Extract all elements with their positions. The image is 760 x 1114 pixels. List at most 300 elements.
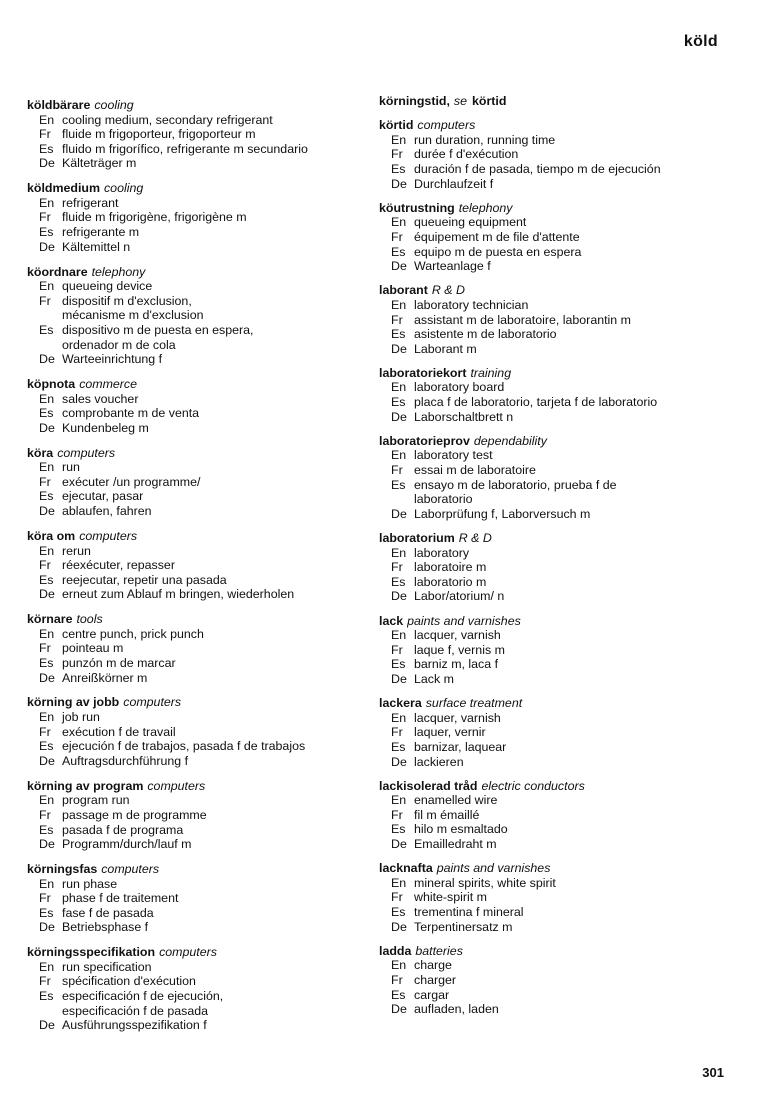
translation-text: rerun <box>62 543 91 558</box>
language-code: En <box>391 628 407 643</box>
language-code: De <box>39 420 55 435</box>
translation-text: duración f de pasada, tiempo m de ejecución <box>414 161 661 176</box>
translation-text: centre punch, prick punch <box>62 626 204 641</box>
language-code: Fr <box>39 210 51 225</box>
translation-text: lackieren <box>414 754 464 769</box>
translation-row <box>27 392 363 407</box>
translation-text: Warteanlage f <box>414 259 491 274</box>
headword: laboratoriekort <box>379 365 467 380</box>
entry-head <box>379 944 729 959</box>
language-code: En <box>39 460 55 475</box>
translation-text: charger <box>414 973 457 987</box>
translation-text: Labor/atorium/ n <box>414 589 505 604</box>
language-code: Es <box>39 905 54 920</box>
translation-row <box>379 628 729 643</box>
translation-text: laquer, vernir <box>414 725 486 740</box>
translation-row <box>27 837 363 852</box>
translation-text: équipement m de file d'attente <box>414 229 580 244</box>
language-code: De <box>391 671 407 686</box>
entry-head <box>379 614 729 629</box>
translation-text: Emailledraht m <box>414 837 497 852</box>
language-code: Fr <box>39 293 51 308</box>
translation-row <box>27 754 363 769</box>
translation-row <box>27 294 363 323</box>
translation-row <box>379 822 729 837</box>
translation-text: mineral spirits, white spirit <box>414 875 556 890</box>
translation-row <box>27 823 363 838</box>
translation-text: laboratory technician <box>414 297 529 312</box>
dictionary-entry <box>379 94 729 109</box>
language-code: De <box>391 259 407 274</box>
entry-head <box>27 265 363 280</box>
translation-row <box>379 463 729 478</box>
entry-head <box>379 94 729 109</box>
translation-row <box>379 589 729 604</box>
language-code: Fr <box>391 973 403 987</box>
language-code: Es <box>39 655 54 670</box>
headword: laboratorieprov <box>379 433 470 448</box>
translation-text: Terpentinersatz m <box>414 919 513 934</box>
translation-text: laboratory board <box>414 380 505 395</box>
translation-text: cooling medium, secondary refrigerant <box>62 112 273 127</box>
translation-row <box>379 546 729 561</box>
dictionary-entry <box>379 283 729 356</box>
entry-head <box>379 779 729 794</box>
translation-row <box>27 671 363 686</box>
headword: körtid <box>379 118 414 133</box>
language-code: En <box>391 793 407 808</box>
language-code: Es <box>391 739 406 754</box>
translation-text: barnizar, laquear <box>414 739 507 754</box>
translation-text: comprobante m de venta <box>62 406 200 421</box>
subject-field: surface treatment <box>425 696 523 711</box>
entry-head <box>27 862 363 877</box>
translation-row <box>379 133 729 148</box>
language-code: Es <box>391 574 406 589</box>
language-code: Es <box>391 905 406 920</box>
language-code: De <box>39 1018 55 1033</box>
translation-row <box>27 793 363 808</box>
translation-text: exécution f de travail <box>62 724 176 739</box>
translation-row <box>379 147 729 162</box>
translation-text: Durchlaufzeit f <box>414 176 494 191</box>
translation-row <box>379 672 729 687</box>
dictionary-entry <box>27 265 363 367</box>
subject-field: training <box>470 365 512 380</box>
translation-text: essai m de laboratoire <box>414 463 536 478</box>
translation-row <box>379 507 729 522</box>
dictionary-entry <box>27 98 363 171</box>
translation-text: passage m de programme <box>62 807 207 822</box>
language-code: De <box>39 753 55 768</box>
language-code: Fr <box>391 463 403 478</box>
subject-field: paints and varnishes <box>436 861 551 876</box>
translation-text: laboratory test <box>414 448 493 463</box>
translation-text: Programm/durch/lauf m <box>62 837 192 852</box>
language-code: De <box>39 920 55 935</box>
translation-row <box>27 475 363 490</box>
translation-row <box>27 323 363 352</box>
translation-row <box>27 725 363 740</box>
translation-text: ablaufen, fahren <box>62 504 152 519</box>
translation-row <box>27 974 363 989</box>
translation-text: assistant m de laboratoire, laborantin m <box>414 312 631 327</box>
headword: lacknafta <box>379 861 433 876</box>
language-code: Fr <box>391 560 403 575</box>
translation-row <box>379 657 729 672</box>
translation-row <box>27 127 363 142</box>
language-code: De <box>391 506 407 521</box>
translation-text: dispositif m d'exclusion, mécanisme m d'exclusion <box>62 293 204 323</box>
dictionary-entry <box>27 529 363 602</box>
language-code: De <box>391 341 407 356</box>
translation-row <box>27 877 363 892</box>
language-code: Es <box>39 989 54 1004</box>
language-code: De <box>391 589 407 604</box>
translation-row <box>27 544 363 559</box>
translation-text: durée f d'exécution <box>414 147 519 162</box>
translation-text: Laborprüfung f, Laborversuch m <box>414 506 591 521</box>
translation-row <box>379 890 729 905</box>
dictionary-entry <box>379 434 729 522</box>
language-code: Es <box>391 327 406 342</box>
translation-text: enamelled wire <box>414 793 498 808</box>
language-code: Es <box>39 406 54 421</box>
translation-row <box>379 755 729 770</box>
translation-text: trementina f mineral <box>414 905 524 920</box>
entry-head <box>379 283 729 298</box>
dictionary-entry <box>27 612 363 685</box>
translation-text: laque f, vernis m <box>414 642 505 657</box>
subject-field: tools <box>76 612 103 627</box>
translation-row <box>27 156 363 171</box>
language-code: De <box>39 587 55 602</box>
entry-head <box>27 779 363 794</box>
translation-row <box>27 808 363 823</box>
subject-field: electric conductors <box>481 778 585 793</box>
translation-row <box>379 162 729 177</box>
translation-text: pasada f de programa <box>62 822 184 837</box>
translation-row <box>379 313 729 328</box>
translation-text: Kundenbeleg m <box>62 420 149 435</box>
language-code: En <box>39 626 55 641</box>
translation-text: aufladen, laden <box>414 1002 499 1017</box>
language-code: De <box>39 670 55 685</box>
headword: körnare <box>27 612 73 627</box>
subject-field: computers <box>147 778 206 793</box>
translation-text: laboratory <box>414 545 470 560</box>
language-code: De <box>39 156 55 171</box>
translation-row <box>27 240 363 255</box>
subject-field: computers <box>79 528 138 543</box>
entry-head <box>27 695 363 710</box>
dictionary-entry <box>27 695 363 768</box>
translation-row <box>27 225 363 240</box>
translation-row <box>27 279 363 294</box>
translation-text: Lack m <box>414 671 454 686</box>
translation-row <box>27 656 363 671</box>
translation-row <box>379 245 729 260</box>
language-code: En <box>39 959 55 974</box>
subject-field: computers <box>417 118 476 133</box>
translation-text: hilo m esmaltado <box>414 822 508 837</box>
translation-text: laboratoire m <box>414 560 487 575</box>
language-code: Es <box>39 225 54 240</box>
subject-field: R & D <box>458 531 492 545</box>
language-code: De <box>39 352 55 367</box>
language-code: De <box>391 754 407 769</box>
translation-text: Kältemittel n <box>62 239 131 254</box>
headword: ladda <box>379 943 412 958</box>
dictionary-entry <box>27 446 363 519</box>
language-code: De <box>39 837 55 852</box>
headword: köldmedium <box>27 181 100 196</box>
language-code: En <box>391 448 407 463</box>
translation-text: dispositivo m de puesta en espera, ordenador m de cola <box>62 322 254 352</box>
headword: köra om <box>27 528 76 543</box>
translation-text: laboratorio m <box>414 574 487 589</box>
language-code: Fr <box>391 229 403 244</box>
translation-text: cargar <box>414 987 450 1002</box>
translation-text: queueing device <box>62 279 153 294</box>
translation-text: erneut zum Ablauf m bringen, wiederholen <box>62 587 295 602</box>
translation-row <box>27 891 363 906</box>
translation-text: ejecución f de trabajos, pasada f de trabajos <box>62 739 306 754</box>
headword: lackisolerad tråd <box>379 778 478 793</box>
translation-row <box>379 575 729 590</box>
translation-text: lacquer, varnish <box>414 710 501 725</box>
entry-head <box>379 201 729 216</box>
translation-row <box>379 793 729 808</box>
translation-row <box>27 406 363 421</box>
translation-text: fase f de pasada <box>62 905 154 920</box>
page-number: 301 <box>702 1065 724 1080</box>
dictionary-entry <box>379 201 729 274</box>
entry-head <box>27 945 363 960</box>
translation-text: run duration, running time <box>414 132 556 147</box>
language-code: De <box>39 504 55 519</box>
language-code: De <box>39 239 55 254</box>
translation-text: program run <box>62 793 130 808</box>
translation-row <box>379 478 729 507</box>
language-code: Es <box>39 572 54 587</box>
translation-row <box>27 573 363 588</box>
subject-field: cooling <box>94 98 134 112</box>
dictionary-entry <box>379 531 729 604</box>
translation-text: Kälteträger m <box>62 156 137 171</box>
translation-text: phase f de traitement <box>62 891 179 906</box>
translation-row <box>27 142 363 157</box>
translation-text: Auftragsdurchführung f <box>62 753 189 768</box>
language-code: Fr <box>39 641 51 656</box>
language-code: En <box>39 543 55 558</box>
translation-row <box>379 643 729 658</box>
dictionary-entry <box>27 945 363 1033</box>
language-code: Es <box>391 477 406 492</box>
translation-text: spécification d'exécution <box>62 974 196 989</box>
translation-row <box>379 725 729 740</box>
translation-text: fluide m frigorigène, frigorigène m <box>62 210 247 225</box>
language-code: Es <box>39 322 54 337</box>
translation-text: especificación f de ejecución, especificación f de pasada <box>62 989 224 1018</box>
translation-text: asistente m de laboratorio <box>414 327 557 342</box>
subject-field: computers <box>57 445 116 460</box>
translation-row <box>379 410 729 425</box>
language-code: En <box>391 958 407 973</box>
translation-text: pointeau m <box>62 641 124 656</box>
entry-head <box>379 118 729 133</box>
language-code: Fr <box>39 724 51 739</box>
translation-row <box>379 905 729 920</box>
headword: laborant <box>379 283 428 298</box>
language-code: En <box>391 215 407 230</box>
subject-field: R & D <box>431 283 465 298</box>
translation-row <box>379 177 729 192</box>
translation-row <box>27 1018 363 1033</box>
entry-head <box>27 529 363 544</box>
language-code: Fr <box>391 147 403 162</box>
dictionary-entry <box>379 118 729 191</box>
running-head: köld <box>683 33 718 50</box>
left-column <box>27 98 363 1043</box>
language-code: De <box>391 1002 407 1017</box>
cross-reference: körtid <box>472 94 507 108</box>
subject-field: computers <box>159 945 217 960</box>
language-code: Es <box>391 395 406 410</box>
language-code: Es <box>391 161 406 176</box>
translation-row <box>379 327 729 342</box>
language-code: Fr <box>391 807 403 822</box>
dictionary-entry <box>27 862 363 935</box>
language-code: Es <box>391 822 406 837</box>
headword: lackera <box>379 696 422 711</box>
translation-text: white-spirit m <box>414 890 487 905</box>
entry-head <box>379 366 729 381</box>
language-code: En <box>391 297 407 312</box>
translation-row <box>379 342 729 357</box>
entry-head <box>379 434 729 449</box>
language-code: En <box>39 876 55 891</box>
translation-text: run specification <box>62 959 152 974</box>
language-code: Es <box>39 739 54 754</box>
headword: körning av program <box>27 778 144 793</box>
translation-row <box>27 989 363 1018</box>
translation-text: Laborant m <box>414 341 477 356</box>
translation-text: reejecutar, repetir una pasada <box>62 572 227 587</box>
translation-text: equipo m de puesta en espera <box>414 244 582 259</box>
translation-text: Betriebsphase f <box>62 920 149 935</box>
translation-text: Anreißkörner m <box>62 670 148 685</box>
headword: körning av jobb <box>27 695 120 710</box>
language-code: En <box>39 112 55 127</box>
dictionary-entry <box>379 861 729 934</box>
translation-row <box>379 973 729 988</box>
translation-text: Laborschaltbrett n <box>414 409 514 424</box>
headword: köutrustning <box>379 200 455 215</box>
translation-text: barniz m, laca f <box>414 657 499 672</box>
language-code: Fr <box>39 891 51 906</box>
translation-text: job run <box>62 710 100 725</box>
translation-row <box>27 906 363 921</box>
translation-row <box>379 395 729 410</box>
translation-row <box>27 504 363 519</box>
language-code: En <box>391 875 407 890</box>
subject-field: computers <box>123 695 182 710</box>
headword: körningsspecifikation <box>27 945 156 960</box>
translation-row <box>27 960 363 975</box>
entry-head <box>27 612 363 627</box>
dictionary-entry <box>27 181 363 254</box>
subject-field: computers <box>101 861 160 876</box>
subject-field: cooling <box>103 181 144 196</box>
language-code: Fr <box>39 127 51 142</box>
translation-text: sales voucher <box>62 391 139 406</box>
translation-row <box>27 421 363 436</box>
translation-row <box>379 215 729 230</box>
language-code: Fr <box>39 474 51 489</box>
translation-row <box>379 958 729 973</box>
language-code: En <box>39 793 55 808</box>
translation-row <box>379 711 729 726</box>
translation-row <box>379 837 729 852</box>
translation-row <box>27 710 363 725</box>
entry-head <box>27 98 363 113</box>
language-code: Es <box>391 657 406 672</box>
translation-text: ejecutar, pasar <box>62 489 144 504</box>
headword: köldbärare <box>27 98 91 112</box>
translation-row <box>27 627 363 642</box>
translation-row <box>379 988 729 1003</box>
language-code: De <box>391 837 407 852</box>
translation-row <box>379 380 729 395</box>
translation-row <box>27 352 363 367</box>
translation-row <box>27 113 363 128</box>
translation-text: exécuter /un programme/ <box>62 474 201 489</box>
entry-head <box>379 531 729 546</box>
language-code: De <box>391 176 407 191</box>
headword: köra <box>27 445 54 460</box>
dictionary-entry <box>27 377 363 435</box>
entry-head <box>379 696 729 711</box>
translation-text: ensayo m de laboratorio, prueba f de laboratorio <box>414 477 617 507</box>
language-code: Es <box>391 987 406 1002</box>
translation-row <box>27 739 363 754</box>
translation-text: Ausführungsspezifikation f <box>62 1018 207 1033</box>
entry-head <box>27 377 363 392</box>
language-code: Es <box>39 822 54 837</box>
translation-row <box>27 460 363 475</box>
translation-text: placa f de laboratorio, tarjeta f de laboratorio <box>414 395 658 410</box>
subject-field: batteries <box>415 943 463 958</box>
translation-text: run phase <box>62 876 118 891</box>
language-code: Es <box>39 141 54 156</box>
language-code: En <box>39 279 55 294</box>
language-code: Fr <box>391 725 403 740</box>
language-code: En <box>39 195 55 210</box>
translation-text: refrigerant <box>62 195 119 210</box>
headword: köpnota <box>27 376 76 391</box>
translation-row <box>379 740 729 755</box>
language-code: Fr <box>391 642 403 657</box>
translation-row <box>379 1002 729 1017</box>
dictionary-entry <box>379 696 729 769</box>
language-code: En <box>39 710 55 725</box>
subject-field: dependability <box>473 433 547 448</box>
subject-field: se <box>453 94 467 108</box>
language-code: De <box>391 919 407 934</box>
translation-text: lacquer, varnish <box>414 628 501 643</box>
headword: körningsfas <box>27 861 98 876</box>
